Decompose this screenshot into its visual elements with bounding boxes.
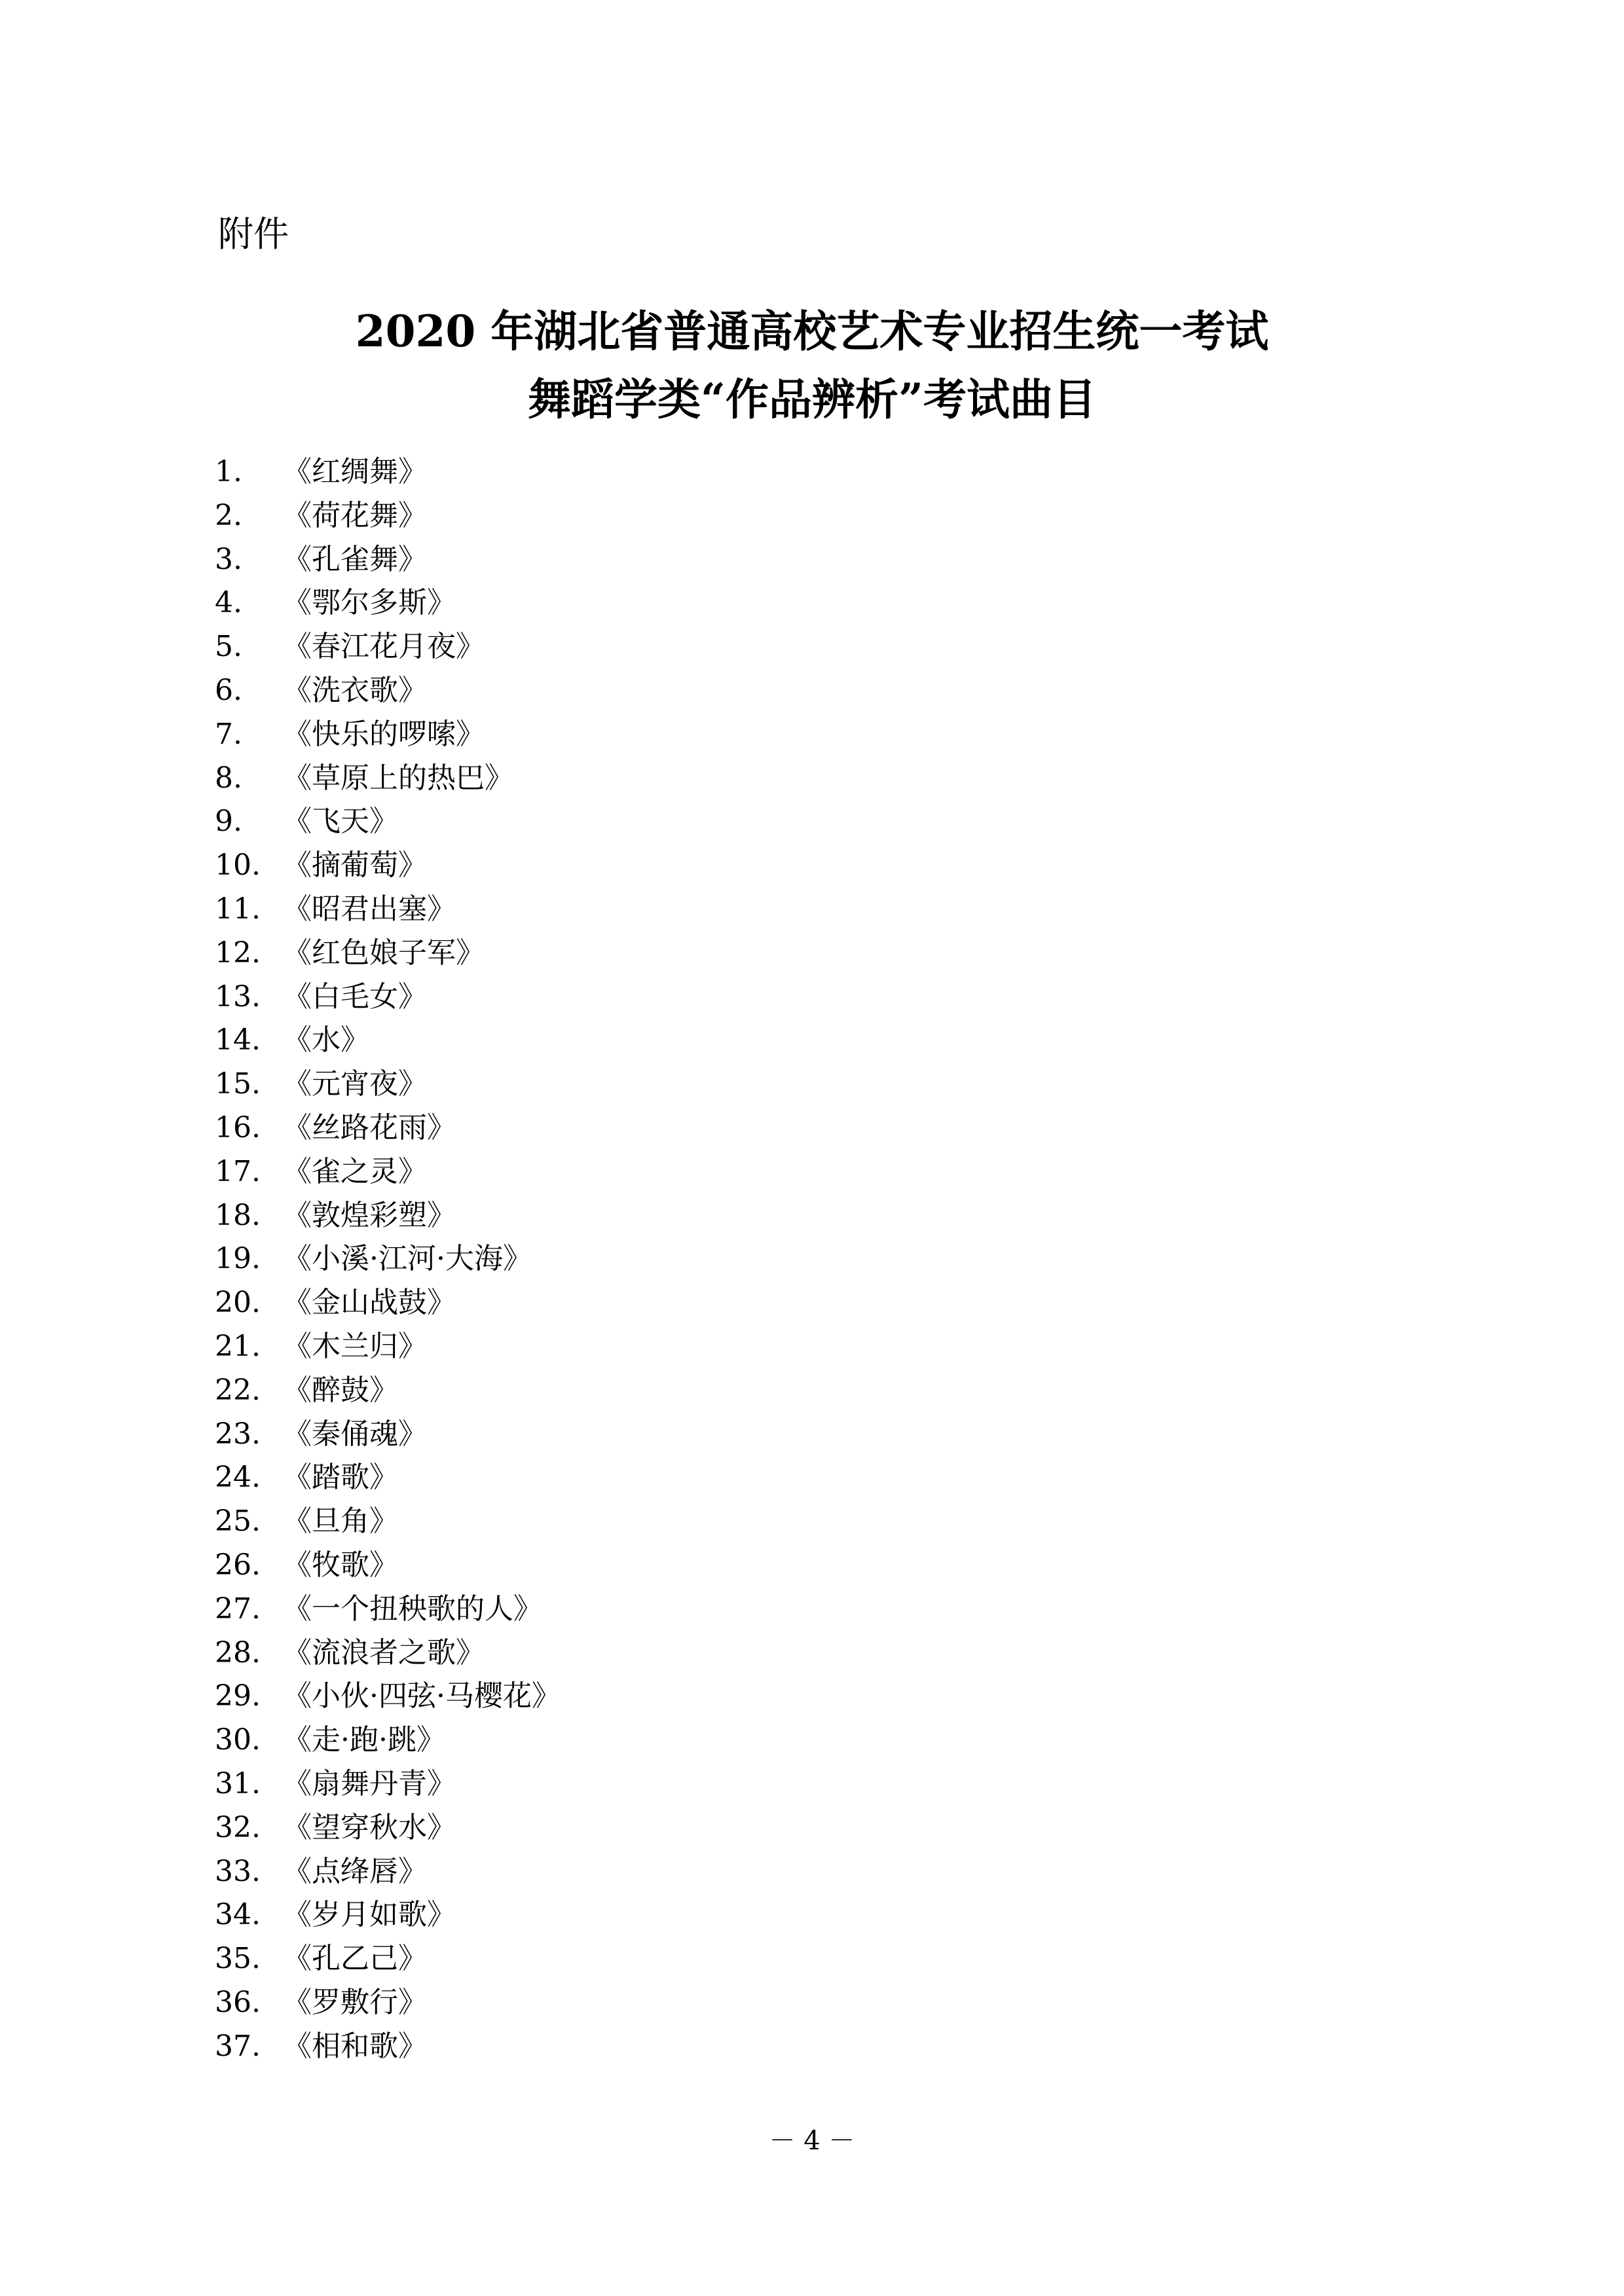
list-item-title: 《点绛唇》 [283,1854,427,1888]
list-item-title: 《红色娘子军》 [283,936,485,970]
list-item-number: 26. [215,1548,261,1582]
list-item-number: 35. [215,1942,261,1976]
list-item-number: 15. [215,1067,261,1101]
list-item [215,1019,561,1063]
list-item [215,1281,561,1325]
list-item-number: 3. [215,542,242,576]
list-item [215,888,561,932]
title-line-2: 舞蹈学类“作品辨析”考试曲目 [528,374,1096,425]
list-item-number: 23. [215,1417,261,1451]
list-item [215,1106,561,1150]
list-item [215,494,561,538]
list-item-number: 13. [215,979,261,1013]
list-item-number: 32. [215,1810,261,1844]
list-item [215,1413,561,1457]
list-item-number: 17. [215,1154,261,1188]
list-item-title: 《鄂尔多斯》 [283,586,456,620]
list-item-title: 《望穿秋水》 [283,1810,456,1844]
list-item-number: 11. [215,892,261,926]
list-item [215,1500,561,1544]
list-item-title: 《牧歌》 [283,1548,398,1582]
list-item [215,1456,561,1500]
list-item [215,450,561,494]
list-item-number: 4. [215,586,242,620]
list-item-title: 《扇舞丹青》 [283,1766,456,1800]
list-item [215,1806,561,1850]
list-item-number: 14. [215,1023,261,1057]
list-item-title: 《丝路花雨》 [283,1110,456,1144]
list-item-number: 31. [215,1766,261,1800]
title-line-1: 2020 年湖北省普通高校艺术专业招生统一考试 [355,306,1269,357]
list-item-title: 《春江花月夜》 [283,630,485,664]
list-item-title: 《雀之灵》 [283,1154,427,1188]
list-item [215,1850,561,1894]
list-item-title: 《走·跑·跳》 [283,1723,445,1757]
list-item [215,1893,561,1937]
list-item-number: 6. [215,673,242,707]
list-item [215,1194,561,1238]
list-item-number: 30. [215,1723,261,1757]
list-item-title: 《小溪·江河·大海》 [283,1242,532,1276]
program-list [215,450,561,2068]
list-item-number: 1. [215,455,242,488]
list-item-number: 16. [215,1110,261,1144]
page-number: － 4 － [769,2126,855,2156]
list-item-title: 《白毛女》 [283,979,427,1013]
list-item [215,669,561,713]
list-item [215,1631,561,1675]
list-item-title: 《木兰归》 [283,1329,427,1363]
list-item-title: 《醉鼓》 [283,1373,398,1407]
list-item [215,757,561,801]
list-item-title: 《荷花舞》 [283,498,427,532]
list-item-number: 37. [215,2029,261,2063]
list-item-title: 《昭君出塞》 [283,892,456,926]
list-item-title: 《元宵夜》 [283,1067,427,1101]
list-item-number: 22. [215,1373,261,1407]
list-item-number: 8. [215,761,242,795]
list-item [215,1937,561,1981]
list-item-number: 12. [215,936,261,970]
list-item-title: 《摘葡萄》 [283,848,427,883]
list-item [215,844,561,888]
list-item-title: 《飞天》 [283,805,398,839]
list-item-title: 《旦角》 [283,1504,398,1539]
list-item-number: 19. [215,1242,261,1276]
list-item-number: 7. [215,717,242,751]
list-item-number: 28. [215,1635,261,1669]
list-item-title: 《岁月如歌》 [283,1898,456,1932]
list-item-number: 24. [215,1461,261,1495]
list-item-number: 25. [215,1504,261,1539]
list-item-title: 《草原上的热巴》 [283,761,513,795]
list-item [215,1762,561,1806]
list-item-number: 34. [215,1898,261,1932]
list-item-title: 《孔雀舞》 [283,542,427,576]
list-item-title: 《踏歌》 [283,1461,398,1495]
list-item-title: 《一个扭秧歌的人》 [283,1592,542,1626]
list-item-title: 《流浪者之歌》 [283,1635,485,1669]
list-item [215,800,561,844]
list-item-number: 18. [215,1198,261,1232]
list-item-title: 《相和歌》 [283,2029,427,2063]
list-item [215,975,561,1019]
list-item [215,1675,561,1719]
list-item-title: 《敦煌彩塑》 [283,1198,456,1232]
list-item-title: 《金山战鼓》 [283,1286,456,1320]
list-item [215,1369,561,1413]
list-item [215,1544,561,1588]
list-item [215,1063,561,1106]
list-item-title: 《红绸舞》 [283,455,427,488]
list-item-number: 36. [215,1985,261,2019]
list-item [215,1981,561,2025]
list-item-number: 29. [215,1679,261,1713]
list-item [215,713,561,757]
list-item [215,1325,561,1369]
list-item-number: 10. [215,848,261,883]
list-item [215,1237,561,1281]
list-item-title: 《水》 [283,1023,369,1057]
list-item [215,625,561,669]
list-item [215,538,561,582]
list-item [215,932,561,975]
list-item [215,2025,561,2069]
list-item-number: 20. [215,1286,261,1320]
list-item [215,1150,561,1194]
list-item-title: 《罗敷行》 [283,1985,427,2019]
attachment-label: 附件 [218,213,289,255]
list-item-number: 5. [215,630,242,664]
list-item-number: 9. [215,805,242,839]
list-item [215,1588,561,1631]
list-item [215,581,561,625]
list-item-title: 《小伙·四弦·马樱花》 [283,1679,561,1713]
list-item [215,1719,561,1762]
list-item-number: 33. [215,1854,261,1888]
list-item-number: 2. [215,498,242,532]
list-item-title: 《洗衣歌》 [283,673,427,707]
list-item-title: 《孔乙己》 [283,1942,427,1976]
list-item-number: 27. [215,1592,261,1626]
list-item-title: 《快乐的啰嗦》 [283,717,485,751]
list-item-title: 《秦俑魂》 [283,1417,427,1451]
list-item-number: 21. [215,1329,261,1363]
